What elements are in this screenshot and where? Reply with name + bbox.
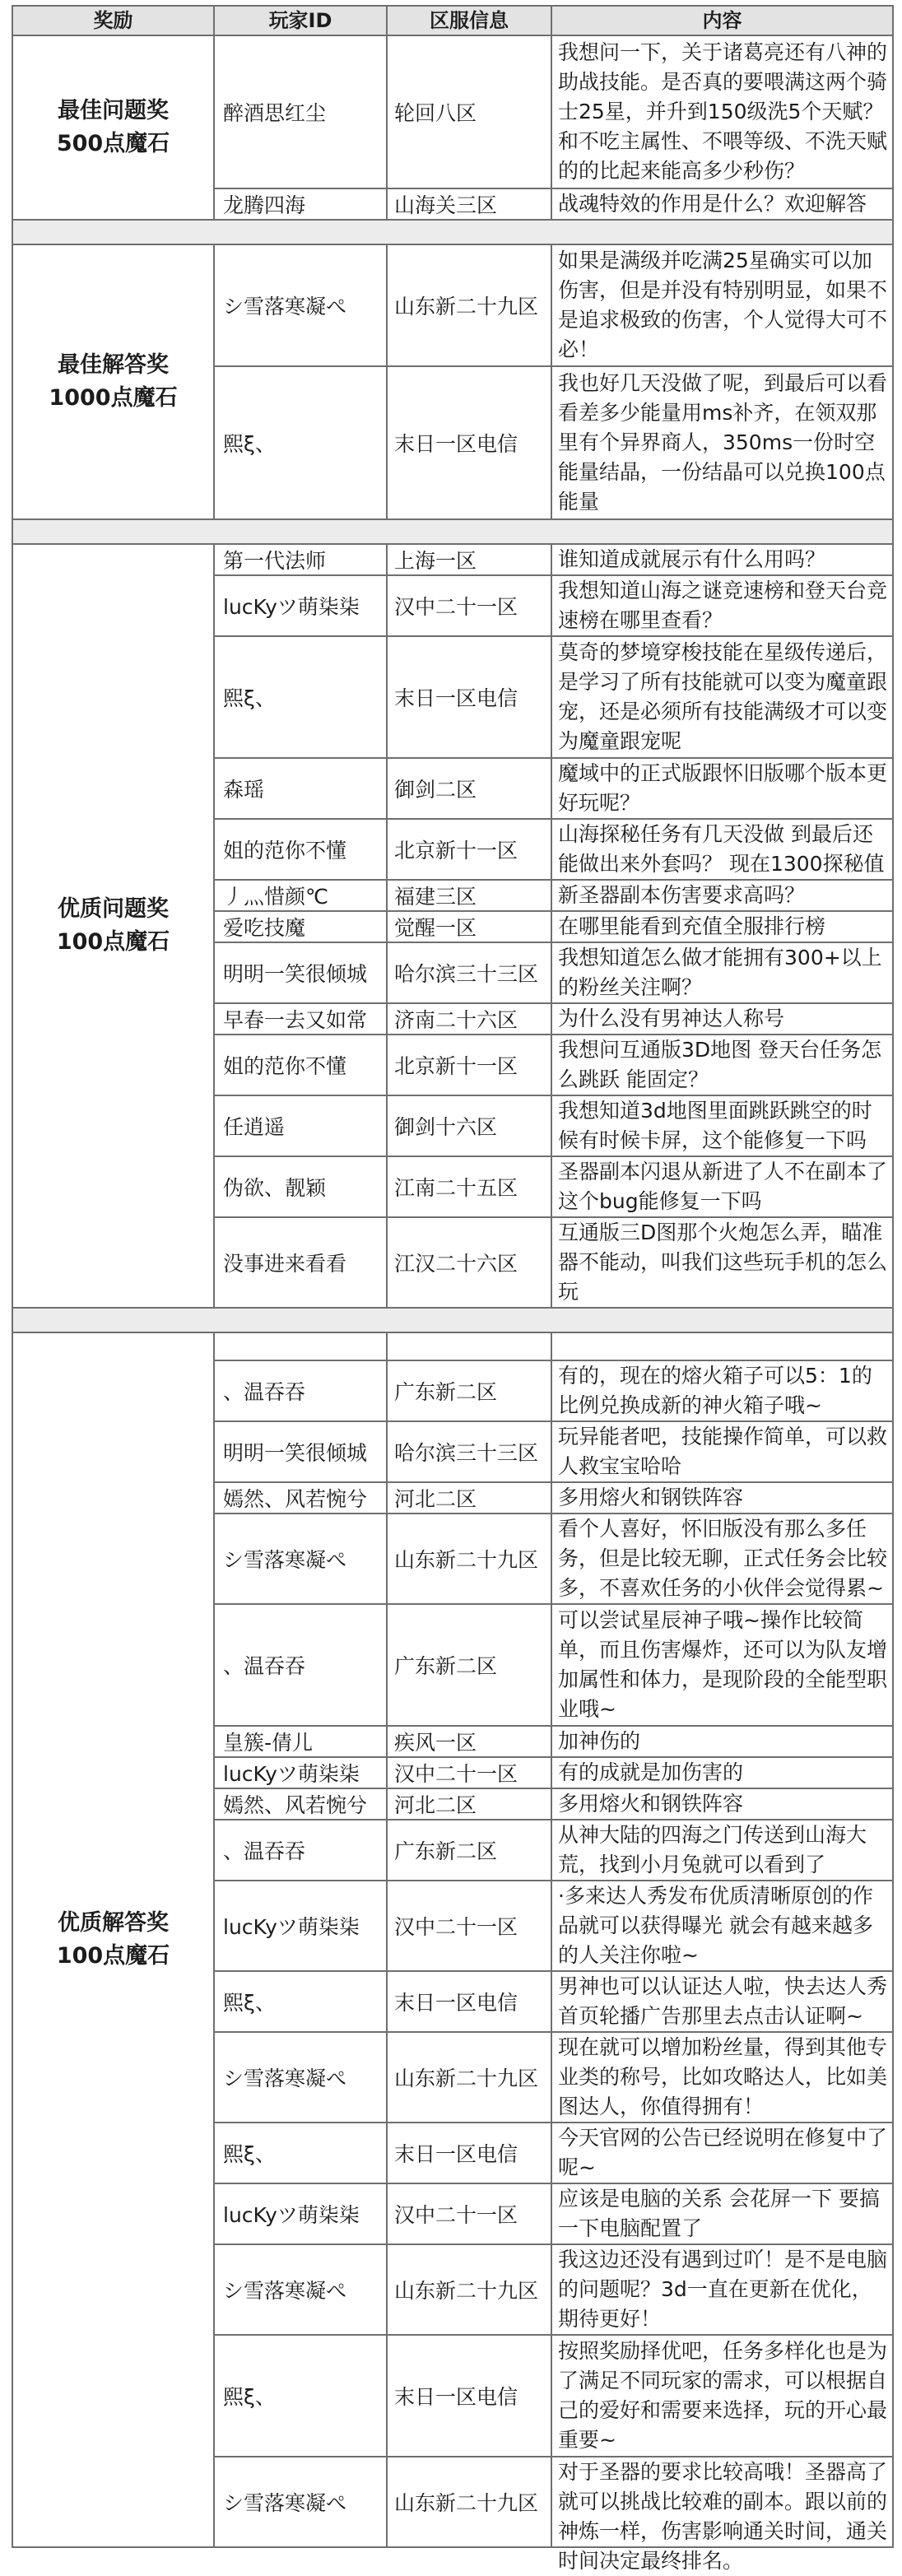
content-text: 新圣器副本伤害要求高吗？ (558, 883, 806, 907)
server-cell: 河北二区 (387, 1482, 551, 1514)
award-prize: 100点魔石 (56, 1943, 170, 1969)
server-cell: 末日一区电信 (387, 2335, 551, 2457)
content-text: 看个人喜好，怀旧版没有那么多任务，但是比较无聊，正式任务会比较多，不喜欢任务的小伙伴会觉得累~ (558, 1517, 888, 1600)
content-cell (551, 1035, 893, 1095)
award-cell (12, 35, 214, 220)
player-id-cell: 爱吃技魔 (214, 911, 387, 942)
content-cell (551, 1360, 893, 1421)
player-id-cell: 熙ξ、 (214, 2335, 387, 2457)
content-cell (551, 1217, 893, 1308)
content-cell (551, 1332, 893, 1360)
player-id-cell: シ雪落寒凝ぺ (214, 244, 387, 366)
content-text: 莫奇的梦境穿梭技能在星级传递后，是学习了所有技能就可以变为魔童跟宠，还是必须所有技能满级才可以变为魔童跟宠呢 (558, 640, 888, 753)
player-id-cell: シ雪落寒凝ぺ (214, 2457, 387, 2547)
server-cell: 上海一区 (387, 544, 551, 575)
content-cell (551, 35, 893, 188)
player-id-cell (214, 1332, 387, 1360)
content-text: 互通版三D图那个火炮怎么弄，瞄准器不能动，叫我们这些玩手机的怎么玩 (558, 1221, 888, 1304)
server-cell (387, 1332, 551, 1360)
player-id-cell: シ雪落寒凝ぺ (214, 1514, 387, 1604)
content-cell (551, 1421, 893, 1482)
award-cell (12, 244, 214, 519)
content-cell (551, 1788, 893, 1820)
content-cell (551, 544, 893, 575)
player-id-cell: 任逍遥 (214, 1095, 387, 1156)
content-cell (551, 2123, 893, 2183)
content-cell (551, 1003, 893, 1035)
server-cell: 广东新二区 (387, 1604, 551, 1726)
player-id-cell: lucKyツ萌柒柒 (214, 575, 387, 636)
player-id-cell: 、温吞吞 (214, 1360, 387, 1421)
table-row (12, 35, 893, 188)
content-cell (551, 2457, 893, 2573)
player-id-cell: 森瑶 (214, 758, 387, 819)
award-name: 最佳问题奖 (58, 98, 169, 123)
server-cell: 汉中二十一区 (387, 1881, 551, 1971)
content-text: 多用熔火和钢铁阵容 (558, 1486, 744, 1509)
content-text: 按照奖励择优吧，任务多样化也是为了满足不同玩家的需求，可以根据自己的爱好和需要来选择，玩的开心最重要~ (558, 2339, 888, 2452)
content-text: 男神也可以认证达人啦，快去达人秀首页轮播广告那里去点击认证啊~ (558, 1974, 888, 2028)
content-cell (551, 758, 893, 819)
content-text: 我想问一下，关于诸葛亮还有八神的助战技能。是否真的要喂满这两个骑士25星，并升到150级洗5个天赋？和不吃主属性、不喂等级、不洗天赋的的比起来能高多少秒伤？ (558, 40, 888, 183)
player-id-cell: 伪欲、靓颖 (214, 1156, 387, 1217)
server-cell: 末日一区电信 (387, 366, 551, 519)
server-cell: 河北二区 (387, 1788, 551, 1820)
content-text: 我这边还没有遇到过吖！是不是电脑的问题呢？3d一直在更新在优化，期待更好！ (558, 2248, 888, 2331)
award-prize: 500点魔石 (56, 131, 170, 156)
player-id-cell: 丿灬惜颜℃ (214, 880, 387, 911)
award-cell (12, 544, 214, 1308)
server-cell: 汉中二十一区 (387, 2183, 551, 2244)
player-id-cell: lucKyツ萌柒柒 (214, 2183, 387, 2244)
section-separator (12, 519, 893, 544)
separator-cell (12, 220, 893, 244)
content-text: 在哪里能看到充值全服排行榜 (558, 914, 826, 938)
server-cell: 末日一区电信 (387, 2123, 551, 2183)
player-id-cell: 龙腾四海 (214, 188, 387, 220)
server-cell: 江汉二十六区 (387, 1217, 551, 1308)
server-cell: 山东新二十九区 (387, 1514, 551, 1604)
server-cell: 汉中二十一区 (387, 575, 551, 636)
player-id-cell: シ雪落寒凝ぺ (214, 2032, 387, 2123)
content-cell (551, 244, 893, 366)
content-cell (551, 2183, 893, 2244)
content-text: 我想知道山海之谜竞速榜和登天台竞速榜在哪里查看？ (558, 579, 888, 632)
player-id-cell: 第一代法师 (214, 544, 387, 575)
content-text: 我想知道怎么做才能拥有300+以上的粉丝关注啊？ (558, 946, 882, 999)
content-cell (551, 636, 893, 758)
player-id-cell: 姐的范你不懂 (214, 1035, 387, 1095)
server-cell: 福建三区 (387, 880, 551, 911)
award-prize: 100点魔石 (56, 929, 170, 955)
content-text: 从神大陆的四海之门传送到山海大荒，找到小月兔就可以看到了 (558, 1823, 867, 1876)
content-cell (551, 366, 893, 519)
content-cell (551, 2032, 893, 2123)
player-id-cell: 、温吞吞 (214, 1604, 387, 1726)
award-name: 优质问题奖 (58, 896, 169, 922)
server-cell: 觉醒一区 (387, 911, 551, 942)
award-name: 优质解答奖 (58, 1910, 169, 1936)
content-text: 有的，现在的熔火箱子可以5：1的比例兑换成新的神火箱子哦~ (558, 1364, 872, 1417)
table-row-empty (12, 1332, 893, 1360)
server-cell: 汉中二十一区 (387, 1757, 551, 1788)
server-cell: 末日一区电信 (387, 1971, 551, 2032)
server-cell: 山东新二十九区 (387, 2244, 551, 2335)
server-cell: 广东新二区 (387, 1360, 551, 1421)
content-cell (551, 880, 893, 911)
server-cell: 山东新二十九区 (387, 2457, 551, 2547)
content-text: 如果是满级并吃满25星确实可以加伤害，但是并没有特别明显，如果不是追求极致的伤害，个人觉得大可不必！ (558, 249, 888, 361)
content-text: 对于圣器的要求比较高哦！圣器高了就可以挑战比较难的副本。跟以前的神炼一样，伤害影响通关时间，通关时间决定最终排名。 (558, 2460, 888, 2573)
content-cell (551, 819, 893, 880)
section-separator (12, 1308, 893, 1332)
server-cell: 哈尔滨三十三区 (387, 942, 551, 1003)
content-text: 玩异能者吧，技能操作简单，可以救人救宝宝哈哈 (558, 1425, 888, 1478)
player-id-cell: 嫣然、风若惋兮 (214, 1482, 387, 1514)
content-cell (551, 1156, 893, 1217)
content-cell (551, 942, 893, 1003)
header-content: 内容 (551, 6, 893, 35)
server-cell: 济南二十六区 (387, 1003, 551, 1035)
player-id-cell: 姐的范你不懂 (214, 819, 387, 880)
content-cell (551, 1514, 893, 1604)
content-text: 我也好几天没做了呢，到最后可以看看差多少能量用ms补齐，在领双那里有个异界商人，350ms一份时空能量结晶，一份结晶可以兑换100点能量 (558, 371, 888, 514)
content-cell (551, 2335, 893, 2457)
content-text: 加神伤的 (558, 1729, 641, 1753)
header-award: 奖励 (12, 6, 214, 35)
server-cell: 山海关三区 (387, 188, 551, 220)
content-text: ·多来达人秀发布优质清晰原创的作品就可以获得曝光 就会有越来越多的人关注你啦~ (558, 1884, 873, 1967)
player-id-cell: 明明一笑很倾城 (214, 942, 387, 1003)
server-cell: 江南二十五区 (387, 1156, 551, 1217)
content-cell (551, 575, 893, 636)
separator-cell (12, 519, 893, 544)
awards-table (12, 5, 894, 2573)
header-server: 区服信息 (387, 6, 551, 35)
content-text: 可以尝试星辰神子哦~操作比较简单，而且伤害爆炸，还可以为队友增加属性和体力，是现阶段的全能型职业哦~ (558, 1608, 888, 1721)
server-cell: 北京新十一区 (387, 819, 551, 880)
content-text: 谁知道成就展示有什么用吗？ (558, 547, 826, 571)
content-text: 山海探秘任务有几天没做 到最后还能做出来外套吗？ 现在1300探秘值 (558, 822, 885, 876)
server-cell: 山东新二十九区 (387, 244, 551, 366)
award-prize: 1000点魔石 (49, 385, 178, 411)
content-cell (551, 188, 893, 220)
table-row (12, 544, 893, 575)
player-id-cell: 熙ξ、 (214, 636, 387, 758)
table-row (12, 244, 893, 366)
content-text: 有的成就是加伤害的 (558, 1760, 744, 1784)
content-text: 我想问互通版3D地图 登天台任务怎么跳跃 能固定？ (558, 1038, 882, 1091)
player-id-cell: 熙ξ、 (214, 1971, 387, 2032)
player-id-cell: 熙ξ、 (214, 2123, 387, 2183)
content-text: 应该是电脑的关系 会花屏一下 要搞一下电脑配置了 (558, 2187, 880, 2240)
server-cell: 御剑二区 (387, 758, 551, 819)
content-cell (551, 1726, 893, 1757)
content-cell (551, 1971, 893, 2032)
player-id-cell: 皇簇-倩儿 (214, 1726, 387, 1757)
server-cell: 御剑十六区 (387, 1095, 551, 1156)
server-cell: 末日一区电信 (387, 636, 551, 758)
award-name: 最佳解答奖 (58, 352, 169, 378)
player-id-cell: 嫣然、风若惋兮 (214, 1788, 387, 1820)
content-text: 多用熔火和钢铁阵容 (558, 1792, 744, 1816)
content-text: 今天官网的公告已经说明在修复中了呢~ (558, 2126, 888, 2179)
player-id-cell: シ雪落寒凝ぺ (214, 2244, 387, 2335)
award-cell (12, 1332, 214, 2547)
player-id-cell: lucKyツ萌柒柒 (214, 1881, 387, 1971)
player-id-cell: 熙ξ、 (214, 366, 387, 519)
player-id-cell: 醉酒思红尘 (214, 35, 387, 188)
server-cell: 哈尔滨三十三区 (387, 1421, 551, 1482)
player-id-cell: 明明一笑很倾城 (214, 1421, 387, 1482)
server-cell: 疾风一区 (387, 1726, 551, 1757)
separator-cell (12, 1308, 893, 1332)
server-cell: 山东新二十九区 (387, 2032, 551, 2123)
content-text: 我想知道3d地图里面跳跃跳空的时候有时候卡屏，这个能修复一下吗 (558, 1099, 872, 1152)
player-id-cell: lucKyツ萌柒柒 (214, 1757, 387, 1788)
content-cell (551, 911, 893, 942)
table-header-row (12, 6, 893, 35)
player-id-cell: 、温吞吞 (214, 1820, 387, 1881)
section-separator (12, 220, 893, 244)
content-text: 为什么没有男神达人称号 (558, 1007, 785, 1030)
content-text: 战魂特效的作用是什么？欢迎解答 (558, 192, 867, 216)
content-cell (551, 1881, 893, 1971)
content-cell (551, 2244, 893, 2335)
content-cell (551, 1095, 893, 1156)
content-text: 魔域中的正式版跟怀旧版哪个版本更好玩呢？ (558, 761, 888, 815)
player-id-cell: 没事进来看看 (214, 1217, 387, 1308)
content-text: 圣器副本闪退从新进了人不在副本了这个bug能修复一下吗 (558, 1160, 888, 1213)
server-cell: 北京新十一区 (387, 1035, 551, 1095)
content-cell (551, 1482, 893, 1514)
server-cell: 广东新二区 (387, 1820, 551, 1881)
player-id-cell: 早春一去又如常 (214, 1003, 387, 1035)
content-text: 现在就可以增加粉丝量，得到其他专业类的称号，比如攻略达人，比如美图达人，你值得拥有！ (558, 2035, 888, 2118)
server-cell: 轮回八区 (387, 35, 551, 188)
header-player-id: 玩家ID (214, 6, 387, 35)
content-cell (551, 1757, 893, 1788)
content-cell (551, 1604, 893, 1726)
content-cell (551, 1820, 893, 1881)
